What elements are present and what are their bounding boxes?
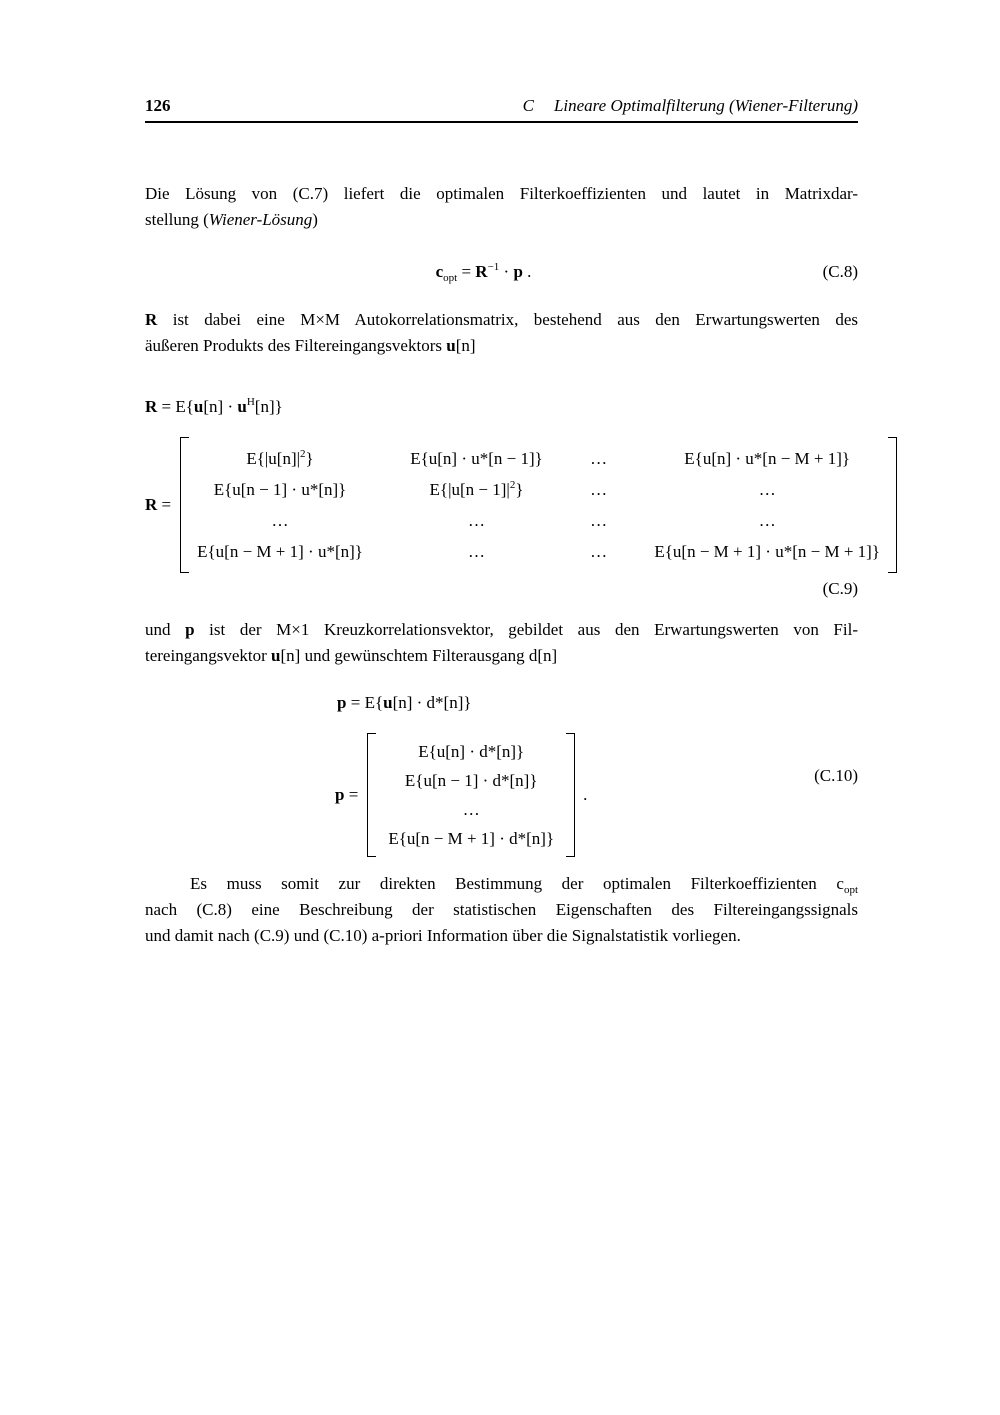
vector-cell: E{u[n] · d*[n]} (418, 742, 525, 761)
math-run: E{u[n] · u*[n − 1]} (410, 449, 543, 468)
math-bold-run: R (145, 310, 158, 329)
matrix-cell (654, 536, 880, 567)
matrix-cell (590, 536, 607, 567)
paragraph-r-description (145, 307, 858, 359)
math-run: … (590, 449, 608, 468)
text-run: ist der M×1 Kreuzkorrelationsvektor, gebildet aus den Erwartungswerten von Fil- (194, 620, 858, 639)
text-line (145, 897, 858, 923)
math-run: … (468, 542, 486, 561)
matrix-cell (410, 443, 543, 474)
paragraph-conclusion (145, 871, 858, 949)
matrix-cell (468, 536, 485, 567)
vector-cell: E{u[n − M + 1] · d*[n]} (388, 829, 555, 848)
text-line (145, 643, 858, 669)
text-run: äußeren Produkts des Filtereingangsvektors (145, 336, 447, 355)
matrix-cell (590, 505, 607, 536)
math-bold-run: u (383, 693, 393, 712)
math-run: . (522, 262, 532, 281)
equation-p-definition (145, 693, 858, 713)
math-run: … (758, 480, 776, 499)
subscript: opt (443, 272, 458, 284)
page-header (145, 96, 858, 116)
vector-right-bracket (566, 733, 575, 857)
matrix-cell (468, 505, 485, 536)
text-run: nach (C.8) eine Beschreibung der statistischen Eigenschaften des Filtereingangssignals (145, 900, 858, 919)
text-run: stellung ( (145, 210, 209, 229)
vector-grid (376, 733, 566, 857)
equation-content (145, 397, 283, 416)
matrix-cell (590, 443, 607, 474)
text-run: und (145, 620, 186, 639)
matrix-cell (590, 474, 607, 505)
superscript: −1 (487, 261, 500, 273)
matrix-left-bracket (180, 437, 189, 573)
math-run: [n]} (254, 397, 283, 416)
text-run: ist dabei eine M×M Autokorrelationsmatrix, bestehend aus den Erwartungswerten des (157, 310, 858, 329)
math-run: · (499, 262, 514, 281)
text-line (145, 181, 858, 207)
equation-c10 (145, 733, 858, 857)
matrix-cell (430, 474, 524, 505)
equation-lhs (145, 495, 171, 515)
text-line (145, 871, 858, 897)
math-bold-run: u (193, 397, 204, 416)
math-run: = (157, 495, 172, 514)
math-run: E{u[n − M + 1] · u*[n]} (197, 542, 363, 561)
text-run: Es muss somit zur direkten Bestimmung der optimalen Filterkoeffizienten c (190, 874, 844, 893)
math-run: … (271, 511, 289, 530)
math-bold-run: R (145, 495, 158, 514)
math-run: [n] · (203, 397, 238, 416)
equation-content (337, 693, 472, 712)
equation-label: (C.9) (822, 579, 858, 598)
equation-c9 (145, 437, 897, 573)
equation-period: . (583, 785, 588, 804)
math-bold-run: u (446, 336, 456, 355)
matrix-cell (759, 505, 776, 536)
matrix-cell (246, 443, 313, 474)
superscript: H (246, 396, 255, 408)
superscript: 2 (300, 448, 306, 460)
math-run: … (758, 511, 776, 530)
superscript: 2 (509, 479, 516, 491)
page-number: 126 (145, 96, 171, 115)
italic-run: Wiener-Lösung (208, 210, 313, 229)
math-run: … (590, 542, 608, 561)
text-line (145, 617, 858, 643)
subscript: opt (843, 884, 858, 896)
matrix-cell (684, 443, 850, 474)
vector-cell: E{u[n − 1] · d*[n]} (404, 771, 538, 790)
math-bold-run: R (145, 397, 158, 416)
text-line (145, 923, 858, 949)
chapter-letter: C (522, 96, 534, 115)
math-run: E{|u[n − 1]| (429, 480, 510, 499)
equation-content (436, 262, 532, 282)
paragraph-p-description (145, 617, 858, 669)
header-rule (145, 121, 858, 123)
math-run: E{u[n] · u*[n − M + 1]} (684, 449, 851, 468)
text-line (145, 333, 858, 359)
math-run: E{ (175, 397, 194, 416)
math-run: … (590, 480, 608, 499)
text-run: ) (312, 210, 318, 229)
equation-c9-label-row (145, 579, 858, 599)
math-bold-run: p (337, 693, 347, 712)
running-head (523, 96, 858, 116)
matrix-cell (214, 474, 347, 505)
math-run: … (590, 511, 608, 530)
math-bold-run: u (237, 397, 247, 416)
equation-lhs (335, 785, 358, 805)
text-run: [n] (455, 336, 476, 355)
math-bold-run: c (435, 262, 444, 281)
text-run: [n] und gewünschtem Filterausgang d[n] (280, 646, 558, 665)
math-run: E{ (364, 693, 384, 712)
math-run: = (457, 262, 476, 281)
equation-r-definition (145, 397, 858, 417)
math-run: = (346, 693, 365, 712)
chapter-title: Lineare Optimalfilterung (Wiener-Filterung) (553, 96, 858, 115)
matrix-cell (272, 505, 289, 536)
text-line (145, 207, 858, 233)
matrix-right-bracket (888, 437, 897, 573)
text-run: und damit nach (C.9) und (C.10) a-priori Information über die Signalstatistik vorliegen. (145, 926, 741, 945)
math-run: E{u[n − M + 1] · u*[n − M + 1]} (654, 542, 880, 561)
equation-c8 (145, 262, 858, 282)
math-run: } (515, 480, 524, 499)
math-run: = (344, 785, 359, 804)
math-bold-run: p (513, 262, 523, 281)
equation-label: (C.8) (822, 262, 858, 281)
math-run: [n] · d*[n]} (392, 693, 472, 712)
matrix-grid (189, 438, 888, 572)
math-run: E{u[n − 1] · u*[n]} (213, 480, 347, 499)
text-run: Die Lösung von (C.7) liefert die optimalen Filterkoeffizienten und lautet in Matrixdar- (145, 184, 858, 203)
math-bold-run: p (335, 785, 345, 804)
math-bold-run: R (475, 262, 488, 281)
paragraph-intro (145, 181, 858, 233)
vector-left-bracket (367, 733, 376, 857)
equation-label: (C.10) (814, 766, 858, 785)
text-line (145, 307, 858, 333)
text-run: tereingangsvektor (145, 646, 272, 665)
matrix-cell (197, 536, 363, 567)
math-bold-run: p (185, 620, 195, 639)
vector-cell: … (462, 800, 480, 819)
math-run: } (305, 449, 314, 468)
matrix-cell (759, 474, 776, 505)
math-run: = (157, 397, 176, 416)
math-bold-run: u (271, 646, 281, 665)
math-run: E{|u[n]| (246, 449, 301, 468)
math-run: … (468, 511, 486, 530)
